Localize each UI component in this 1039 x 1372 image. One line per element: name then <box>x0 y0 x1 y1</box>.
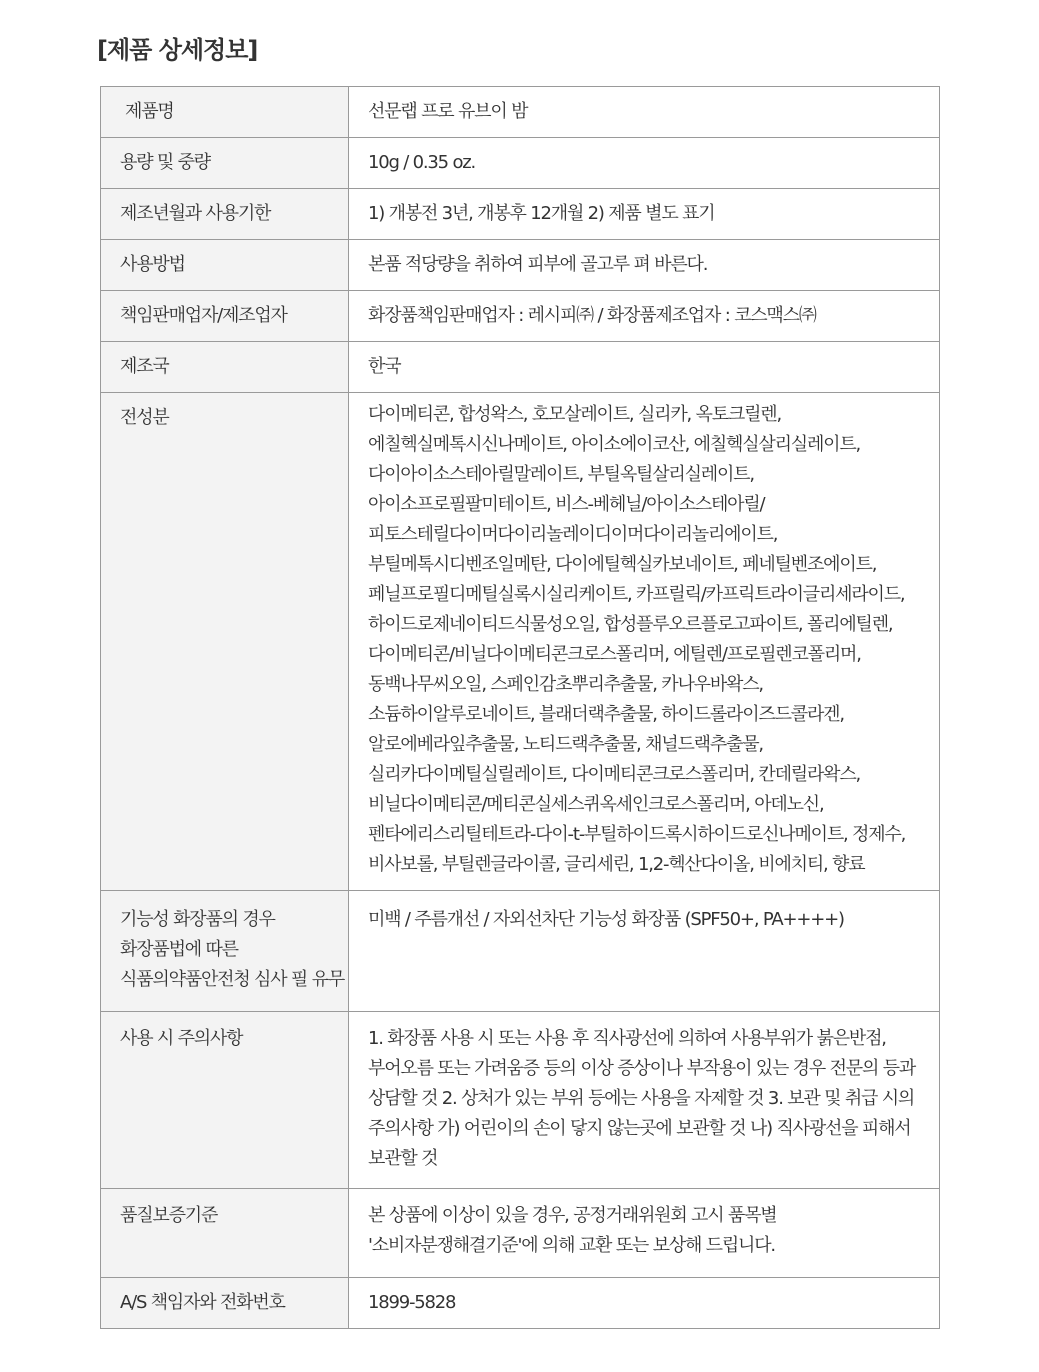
table-row <box>101 189 940 240</box>
row-label-ingredients: 전성분 <box>101 393 349 891</box>
row-label-manufacturer: 책임판매업자/제조업자 <box>101 291 349 342</box>
row-value-capacity: 10g / 0.35 oz. <box>349 138 940 189</box>
row-value-as-contact: 1899-5828 <box>349 1278 940 1329</box>
table-row <box>101 240 940 291</box>
table-row <box>101 291 940 342</box>
row-label-product-name: 제품명 <box>101 87 349 138</box>
table-row <box>101 891 940 1012</box>
row-label-quality: 품질보증기준 <box>101 1189 349 1278</box>
row-label-usage: 사용방법 <box>101 240 349 291</box>
table-row <box>101 1189 940 1278</box>
row-label-functional: 기능성 화장품의 경우 화장품법에 따른 식품의약품안전청 심사 필 유무 <box>101 891 349 1012</box>
row-value-expiry: 1) 개봉전 3년, 개봉후 12개월 2) 제품 별도 표기 <box>349 189 940 240</box>
row-label-capacity: 용량 및 중량 <box>101 138 349 189</box>
row-value-country: 한국 <box>349 342 940 393</box>
row-label-expiry: 제조년월과 사용기한 <box>101 189 349 240</box>
row-value-usage: 본품 적당량을 취하여 피부에 골고루 펴 바른다. <box>349 240 940 291</box>
table-row <box>101 1278 940 1329</box>
row-value-quality: 본 상품에 이상이 있을 경우, 공정거래위원회 고시 품목별 '소비자분쟁해결기준'에 의해 교환 또는 보상해 드립니다. <box>349 1189 940 1278</box>
table-row <box>101 138 940 189</box>
table-row <box>101 342 940 393</box>
table-row <box>101 1012 940 1189</box>
row-label-as-contact: A/S 책임자와 전화번호 <box>101 1278 349 1329</box>
table-row <box>101 87 940 138</box>
table-row <box>101 393 940 891</box>
row-value-ingredients: 다이메티콘, 합성왁스, 호모살레이트, 실리카, 옥토크릴렌, 에칠헥실메톡시신나메이트, 아이소에이코산, 에칠헥실살리실레이트, 다이아이소스테아릴말레이트, 부틸옥틸살리실레이트, 아이소프로필팔미테이트, 비스-베헤닐/아이소스테아릴/피토스테릴다이머다이리놀레이디이머다이리놀리에이트, 부틸메톡시디벤조일메탄, 다이에틸헥실카보네이트, 페네틸벤조에이트, 페닐프로필디메틸실록시실리케이트, 카프릴릭/카프릭트라이글리세라이드, 하이드로제네이티드식물성오일, 합성플루오르플로고파이트, 폴리에틸렌, 다이메티콘/비닐다이메티콘크로스폴리머, 에틸렌/프로필렌코폴리머, 동백나무씨오일, 스페인감초뿌리추출물, 카나우바왁스, 소듐하이알루로네이트, 블래더랙추출물, 하이드롤라이즈드콜라겐, 알로에베라잎추출물, 노티드랙추출물, 채널드랙추출물, 실리카다이메틸실릴레이트, 다이메티콘크로스폴리머, 칸데릴라왁스, 비닐다이메티콘/메티콘실세스퀴옥세인크로스폴리머, 아데노신, 펜타에리스리틸테트라-다이-t-부틸하이드록시하이드로신나메이트, 정제수, 비사보롤, 부틸렌글라이콜, 글리세린, 1,2-헥산다이올, 비에치티, 향료 <box>349 393 940 891</box>
row-value-caution: 1. 화장품 사용 시 또는 사용 후 직사광선에 의하여 사용부위가 붉은반점, 부어오름 또는 가려움증 등의 이상 증상이나 부작용이 있는 경우 전문의 등과 상담할 것 2. 상처가 있는 부위 등에는 사용을 자제할 것 3. 보관 및 취급 시의 주의사항 가) 어린이의 손이 닿지 않는곳에 보관할 것 나) 직사광선을 피해서 보관할 것 <box>349 1012 940 1189</box>
row-value-functional: 미백 / 주름개선 / 자외선차단 기능성 화장품 (SPF50+, PA++++) <box>349 891 940 1012</box>
page-title: [제품 상세정보] <box>97 36 258 64</box>
product-detail-table <box>100 86 940 1329</box>
row-label-country: 제조국 <box>101 342 349 393</box>
row-value-manufacturer: 화장품책임판매업자 : 레시피㈜ / 화장품제조업자 : 코스맥스㈜ <box>349 291 940 342</box>
row-label-caution: 사용 시 주의사항 <box>101 1012 349 1189</box>
row-value-product-name: 선문랩 프로 유브이 밤 <box>349 87 940 138</box>
